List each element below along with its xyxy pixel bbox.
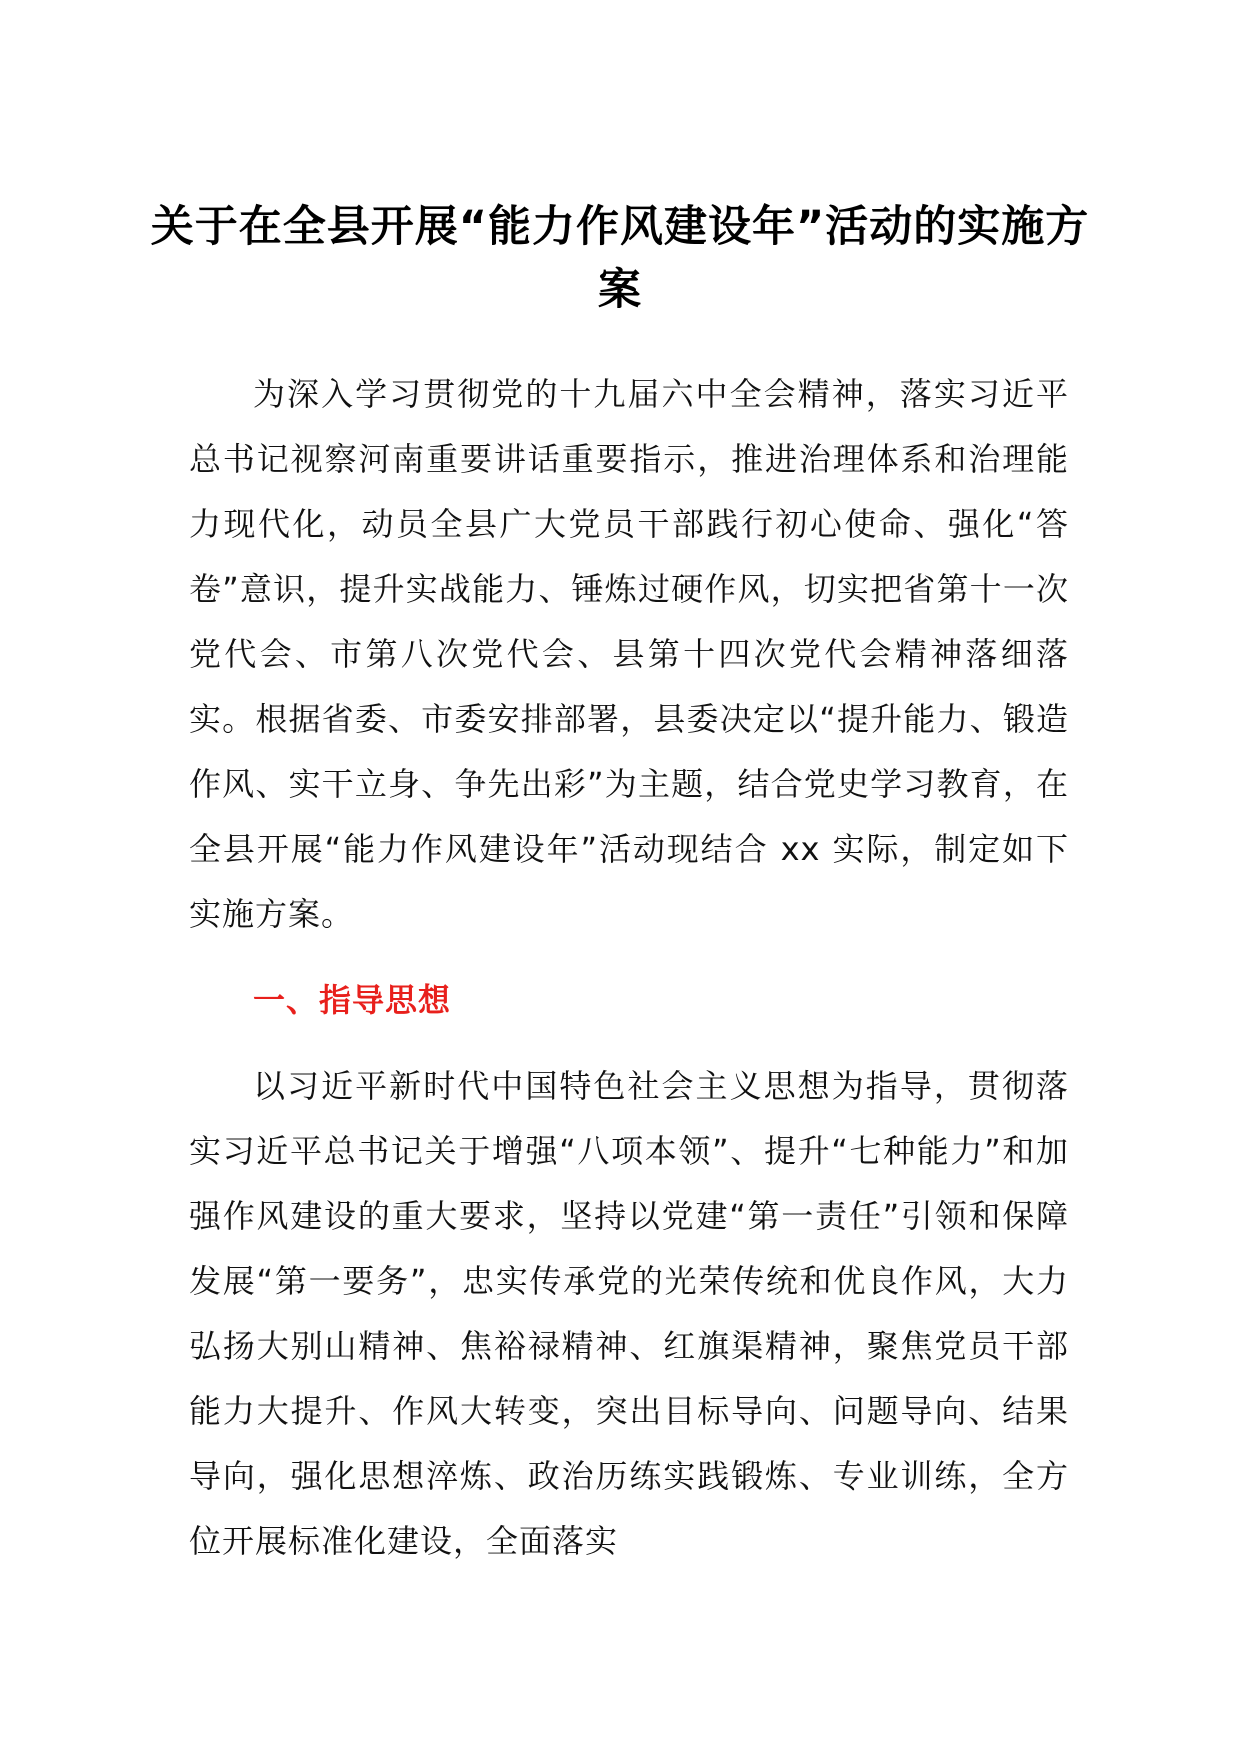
section-heading-guiding-ideology: 一、指导思想 [253, 981, 452, 1019]
document-title: 关于在全县开展“能力作风建设年”活动的实施方案 [150, 202, 1090, 315]
section-body-guiding-ideology: 以习近平新时代中国特色社会主义思想为指导，贯彻落实习近平总书记关于增强“八项本领”、提升“七种能力”和加强作风建设的重大要求，坚持以党建“第一责任”引领和保障发展“第一要务”，忠实传承党的光荣传统和优良作风，大力弘扬大别山精神、焦裕禄精神、红旗渠精神，聚焦党员干部能力大提升、作风大转变，突出目标导向、问题导向、结果导向，强化思想淬炼、政治历练实践锻炼、专业训练，全方位开展标准化建设，全面落实 [189, 1067, 1069, 1560]
intro-paragraph: 为深入学习贯彻党的十九届六中全会精神，落实习近平总书记视察河南重要讲话重要指示，推进治理体系和治理能力现代化，动员全县广大党员干部践行初心使命、强化“答卷”意识，提升实战能力、锤炼过硬作风，切实把省第十一次党代会、市第八次党代会、县第十四次党代会精神落细落实。根据省委、市委安排部署，县委决定以“提升能力、锻造作风、实干立身、争先出彩”为主题，结合党史学习教育，在全县开展“能力作风建设年”活动现结合 xx 实际，制定如下实施方案。 [189, 375, 1069, 933]
